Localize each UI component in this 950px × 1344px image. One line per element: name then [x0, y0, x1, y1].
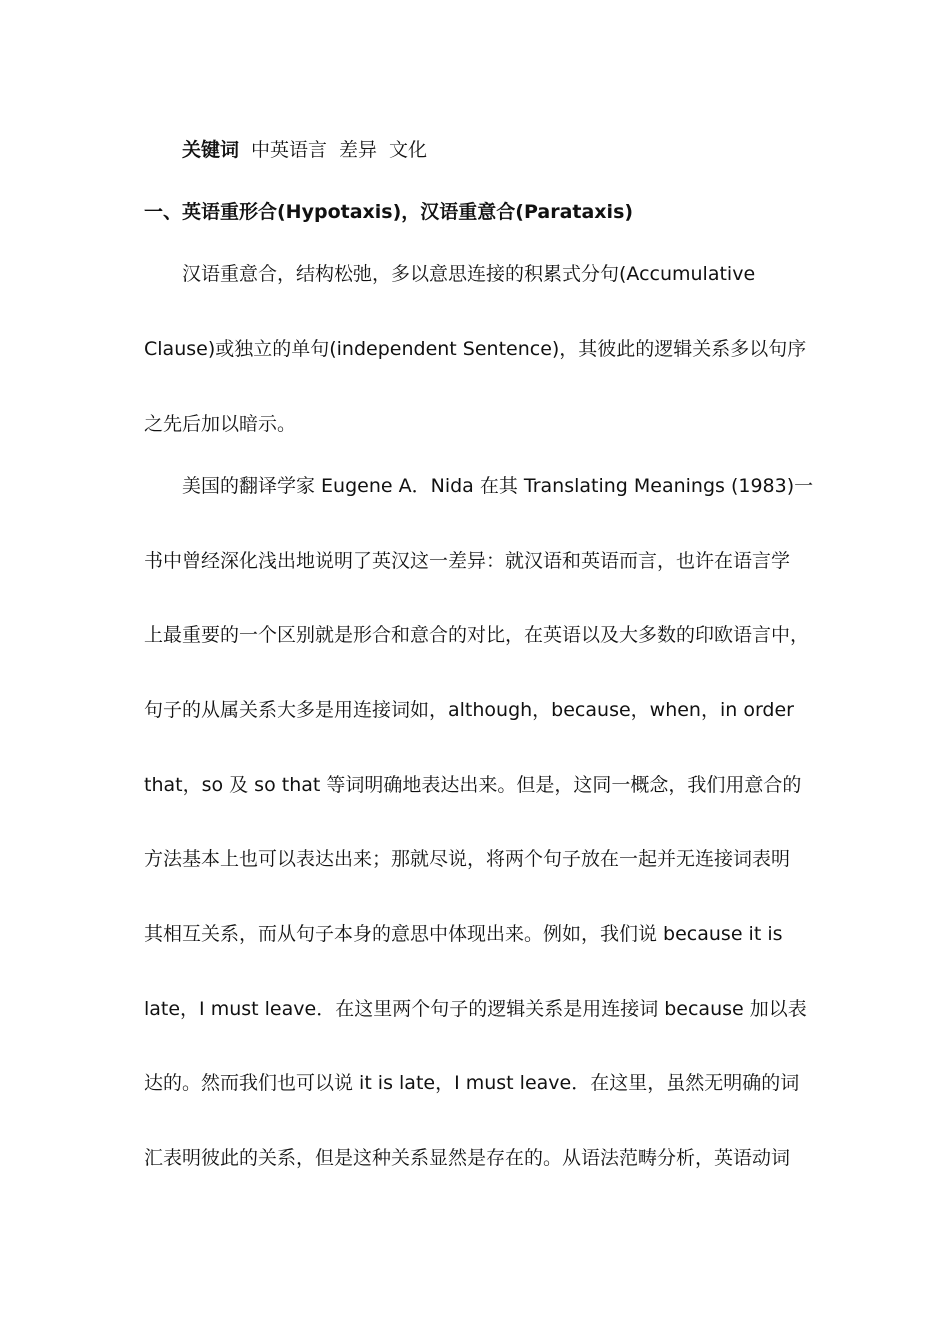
paragraph-line: 美国的翻译学家 Eugene A．Nida 在其 Translating Meanings (1983)一: [182, 475, 814, 497]
paragraph-line: 书中曾经深化浅出地说明了英汉这一差异：就汉语和英语而言，也许在语言学: [144, 550, 791, 572]
keyword-item: 中英语言: [251, 139, 328, 161]
keywords-label: 关键词: [182, 139, 240, 161]
paragraph-line: 句子的从属关系大多是用连接词如，although，because，when，in order: [144, 699, 794, 721]
paragraph-line: Clause)或独立的单句(independent Sentence)，其彼此的逻辑关系多以句序: [144, 338, 807, 360]
paragraph-line: 上最重要的一个区别就是形合和意合的对比，在英语以及大多数的印欧语言中，: [144, 624, 810, 646]
paragraph-line: that，so 及 so that 等词明确地表达出来。但是，这同一概念，我们用意合的: [144, 774, 802, 796]
paragraph-line: late，I must leave．在这里两个句子的逻辑关系是用连接词 because 加以表: [144, 998, 807, 1020]
paragraph-line: 之先后加以暗示。: [144, 413, 297, 435]
keyword-item: 文化: [389, 139, 428, 161]
paragraph-line: 方法基本上也可以表达出来；那就尽说，将两个句子放在一起并无连接词表明: [144, 848, 791, 870]
paragraph-line: 汇表明彼此的关系，但是这种关系显然是存在的。从语法范畴分析，英语动词: [144, 1147, 791, 1169]
section-heading: 一、英语重形合(Hypotaxis)，汉语重意合(Parataxis): [144, 201, 634, 223]
keywords-line: [182, 137, 439, 163]
keyword-item: 差异: [339, 139, 378, 161]
paragraph-line: 达的。然而我们也可以说 it is late，I must leave．在这里，虽然无明确的词: [144, 1072, 800, 1094]
paragraph-line: 其相互关系，而从句子本身的意思中体现出来。例如，我们说 because it is: [144, 923, 783, 945]
paragraph-line: 汉语重意合，结构松弛，多以意思连接的积累式分句(Accumulative: [182, 263, 756, 285]
